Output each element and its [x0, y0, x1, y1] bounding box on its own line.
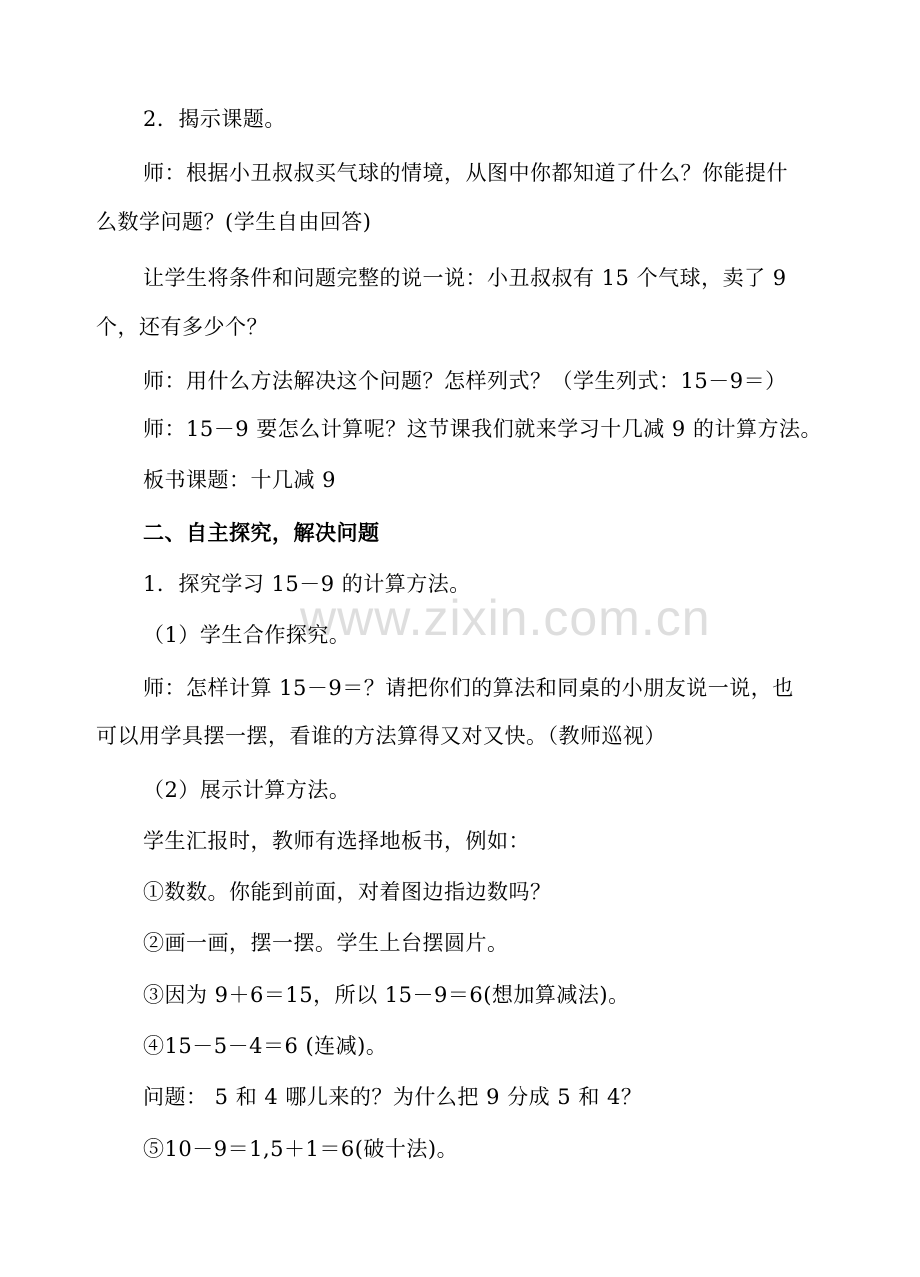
- paragraph-line: 让学生将条件和问题完整的说一说：小丑叔叔有 15 个气球，卖了 9: [143, 266, 787, 290]
- list-item: ⑤10－9＝1,5＋1＝6(破十法)。: [143, 1137, 459, 1161]
- paragraph-line: 学生汇报时，教师有选择地板书，例如：: [143, 829, 530, 853]
- paragraph-line: 师：15－9 要怎么计算呢？这节课我们就来学习十几减 9 的计算方法。: [143, 417, 822, 441]
- paragraph-line: 么数学问题？(学生自由回答): [96, 210, 372, 234]
- paragraph-line: 可以用学具摆一摆，看谁的方法算得又对又快。（教师巡视）: [96, 724, 666, 748]
- paragraph-line: 师：根据小丑叔叔买气球的情境，从图中你都知道了什么？你能提什: [143, 161, 788, 185]
- list-item: ①数数。你能到前面，对着图边指边数吗？: [143, 880, 552, 904]
- paragraph-line: 1．探究学习 15－9 的计算方法。: [143, 572, 471, 596]
- watermark: www.zixin.com.cn: [300, 590, 711, 646]
- paragraph-line: （1）学生合作探究。: [143, 623, 351, 647]
- paragraph-line: 师：用什么方法解决这个问题？怎样列式？（学生列式：15－9＝）: [143, 369, 787, 393]
- paragraph-line: 师：怎样计算 15－9＝？请把你们的算法和同桌的小朋友说一说，也: [143, 676, 794, 700]
- paragraph-line: 问题： 5 和 4 哪儿来的？为什么把 9 分成 5 和 4？: [143, 1085, 643, 1109]
- paragraph-line: 个，还有多少个？: [96, 315, 268, 339]
- paragraph-line: （2）展示计算方法。: [143, 778, 351, 802]
- list-item: ③因为 9＋6＝15，所以 15－9＝6(想加算减法)。: [143, 983, 630, 1007]
- list-item: ④15－5－4＝6 (连减)。: [143, 1034, 388, 1058]
- subsection-heading: 2．揭示课题。: [143, 107, 286, 131]
- paragraph-line: 板书课题：十几减 9: [143, 468, 337, 492]
- list-item: ②画一画，摆一摆。学生上台摆圆片。: [143, 931, 509, 955]
- section-heading: 二、自主探究，解决问题: [143, 520, 380, 545]
